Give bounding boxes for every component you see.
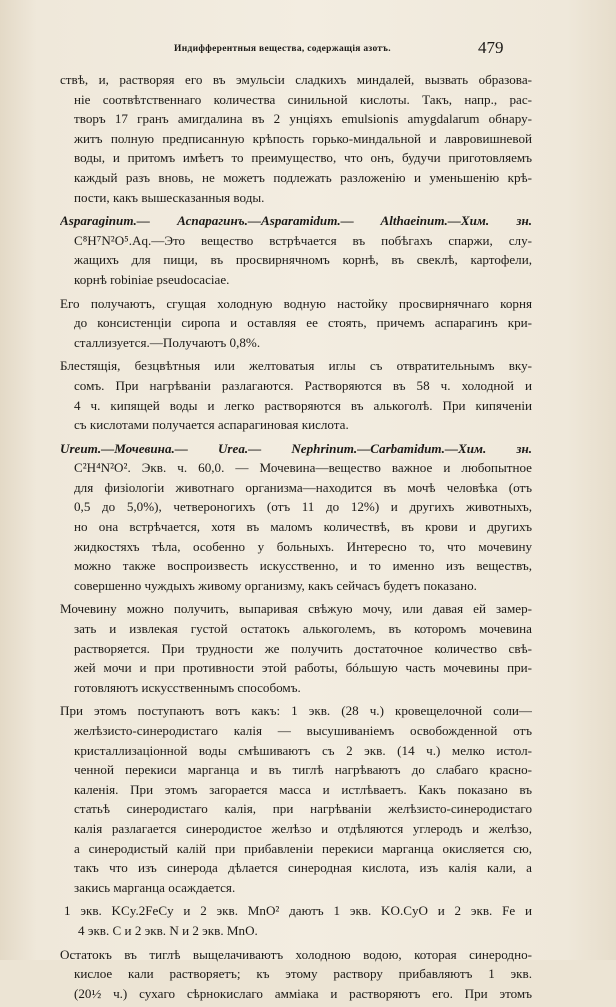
paragraph-urea-extraction (60, 599, 532, 697)
text-line: совершенно чуждыхъ живому организму, какъ сейчасъ будетъ показано. (74, 577, 477, 593)
text-line: 4 ч. кипящей воды и легко растворяются въ алькоголѣ. При кипяченіи (74, 397, 532, 413)
text-line: (20½ ч.) сухаго сѣрнокислаго аммiака и растворяютъ его. При этомъ (74, 985, 532, 1001)
text-line: ствѣ, и, растворяя его въ эмульсіи сладкихъ миндалей, вызвать образова- (60, 72, 532, 87)
text-line: 0,5 до 5,0%), четвероногихъ (отъ 11 до 12%) и другихъ животныхъ, (74, 499, 532, 515)
text-line: При этомъ поступаютъ вотъ какъ: 1 экв. (28 ч.) кровещелочной соли— (60, 703, 532, 719)
paragraph-asparagin-preparation (60, 294, 532, 353)
text-line: Блестящія, безцвѣтныя или желтоватыя иглы съ отвратительнымъ вку- (60, 358, 532, 374)
text-line: ченной перекиси марганца и въ тиглѣ нагрѣваютъ до слабаго красно- (74, 762, 532, 778)
text-line: готовляютъ искусственнымъ способомъ. (74, 679, 301, 695)
paragraph-amygdalin-end (60, 70, 532, 207)
text-line: калія разлагается синеродистое желѣзо и отдѣляются углеродъ и желѣзо, (74, 820, 532, 836)
text-line: до консистенціи сиропа и оставляя ее стоять, причемъ аспарагинъ кри- (74, 315, 532, 331)
text-line: ніе соотвѣтственнаго количества синильной кислоты. Такъ, напр., рас- (74, 91, 532, 107)
running-head: Индифферентныя вещества, содержащія азотъ. (174, 44, 391, 54)
body-text (60, 70, 532, 1007)
text-line: желѣзисто-синеродистаго калія — высушиваніемъ освобожденной отъ (74, 723, 532, 738)
page-number: 479 (478, 38, 504, 57)
paragraph-leaching (60, 945, 532, 1004)
text-line: Ureum.—Мочевина.— Urea.— Nephrinum.—Carbamidum.—Хим. зн. (60, 440, 532, 456)
text-line: жей мочи и при противности этой работы, бóльшую часть мочевины при- (74, 660, 532, 676)
text-line: закись марганца осаждается. (74, 879, 236, 895)
text-line: 4 экв. C и 2 экв. N и 2 экв. MnO. (78, 922, 258, 938)
text-line: такъ что изъ синерода дѣлается синеродная кислота, изъ калія кали, а (74, 860, 532, 876)
text-line: Его получаютъ, сгущая холодную водную настойку просвирнячнаго корня (60, 295, 532, 311)
text-line: C²H⁴N²O². Экв. ч. 60,0. — Мочевина—вещество важное и любопытное (74, 460, 532, 476)
text-line: воды, и притомъ имѣетъ то преимущество, что онъ, будучи приготовляемъ (74, 150, 532, 166)
text-line: статьѣ синеродистаго калія, при нагрѣваніи желѣзисто-синеродистаго (74, 801, 532, 817)
text-line: зать и извлекая густой остатокъ алькоголемъ, въ которомъ мочевина (74, 621, 532, 637)
text-line: но она встрѣчается, хотя въ маломъ количествѣ, въ крови и другихъ (74, 519, 532, 535)
text-line: каленія. При этомъ загорается масса и истлѣваетъ. Какъ показано въ (74, 781, 532, 797)
text-line: сталлизуется.—Получаютъ 0,8%. (74, 334, 261, 350)
reaction-equation (60, 901, 532, 940)
text-line: съ кислотами получается аспарагиновая кислота. (74, 417, 349, 433)
text-line: 1 экв. KCy.2FeCy и 2 экв. MnO² даютъ 1 экв. KO.CyO и 2 экв. Fe и (64, 903, 532, 919)
paragraph-urea-synthesis (60, 701, 532, 897)
paragraph-urea-heading (60, 439, 532, 596)
text-line: C⁸H⁷N²O⁵.Aq.—Это вещество встрѣчается въ побѣгахъ спаржи, слу- (74, 232, 532, 248)
text-line: Остатокъ въ тиглѣ выщелачиваютъ холодною водою, которая синеродно- (60, 946, 532, 962)
text-line: растворяется. При трудности же получить достаточное количество свѣ- (74, 640, 532, 656)
text-line: можно также воспроизвесть искусственно, и то именно изъ веществъ, (74, 558, 532, 574)
text-line: каждый разъ вновь, не можетъ подлежать разложенію и уменьшенію крѣ- (74, 169, 532, 185)
text-line: корнѣ robiniae pseudocaciae. (74, 271, 230, 287)
text-line: Asparaginum.— Аспарагинъ.—Asparamidum.— Althaeinum.—Хим. зн. (60, 213, 532, 229)
text-line: Мочевину можно получить, выпаривая свѣжую мочу, или давая ей замер- (60, 601, 532, 617)
text-line: житъ полную предписанную крѣпость горько-миндальной и лавровишневой (74, 130, 532, 146)
paragraph-asparagin-heading (60, 211, 532, 289)
text-line: кислое кали растворяетъ; къ этому раствору прибавляютъ 1 экв. (74, 966, 532, 982)
paragraph-asparagin-properties (60, 356, 532, 434)
text-line: жидкостяхъ тѣла, особенно у больныхъ. Интересно то, что мочевину (74, 538, 532, 554)
text-line: а синеродистый калій при прибавленіи перекиси марганца окисляется сю, (74, 840, 532, 856)
text-line: пости, какъ вышесказанныя воды. (74, 189, 265, 205)
text-line: творъ 17 гранъ амигдалина въ 2 унціяхъ emulsionis amygdalarum обнару- (74, 111, 532, 127)
text-line: кристаллизаціонной воды смѣшиваютъ съ 2 экв. (14 ч.) мелко истол- (74, 742, 532, 758)
text-line: сомъ. При нагрѣваніи разлагаются. Растворяются въ 58 ч. холодной и (74, 377, 532, 393)
text-line: для физіологіи животнаго организма—находится въ мочѣ человѣка (отъ (74, 479, 532, 495)
text-line: жащихъ для пищи, въ просвирнячномъ корнѣ, въ свеклѣ, картофели, (74, 252, 532, 268)
